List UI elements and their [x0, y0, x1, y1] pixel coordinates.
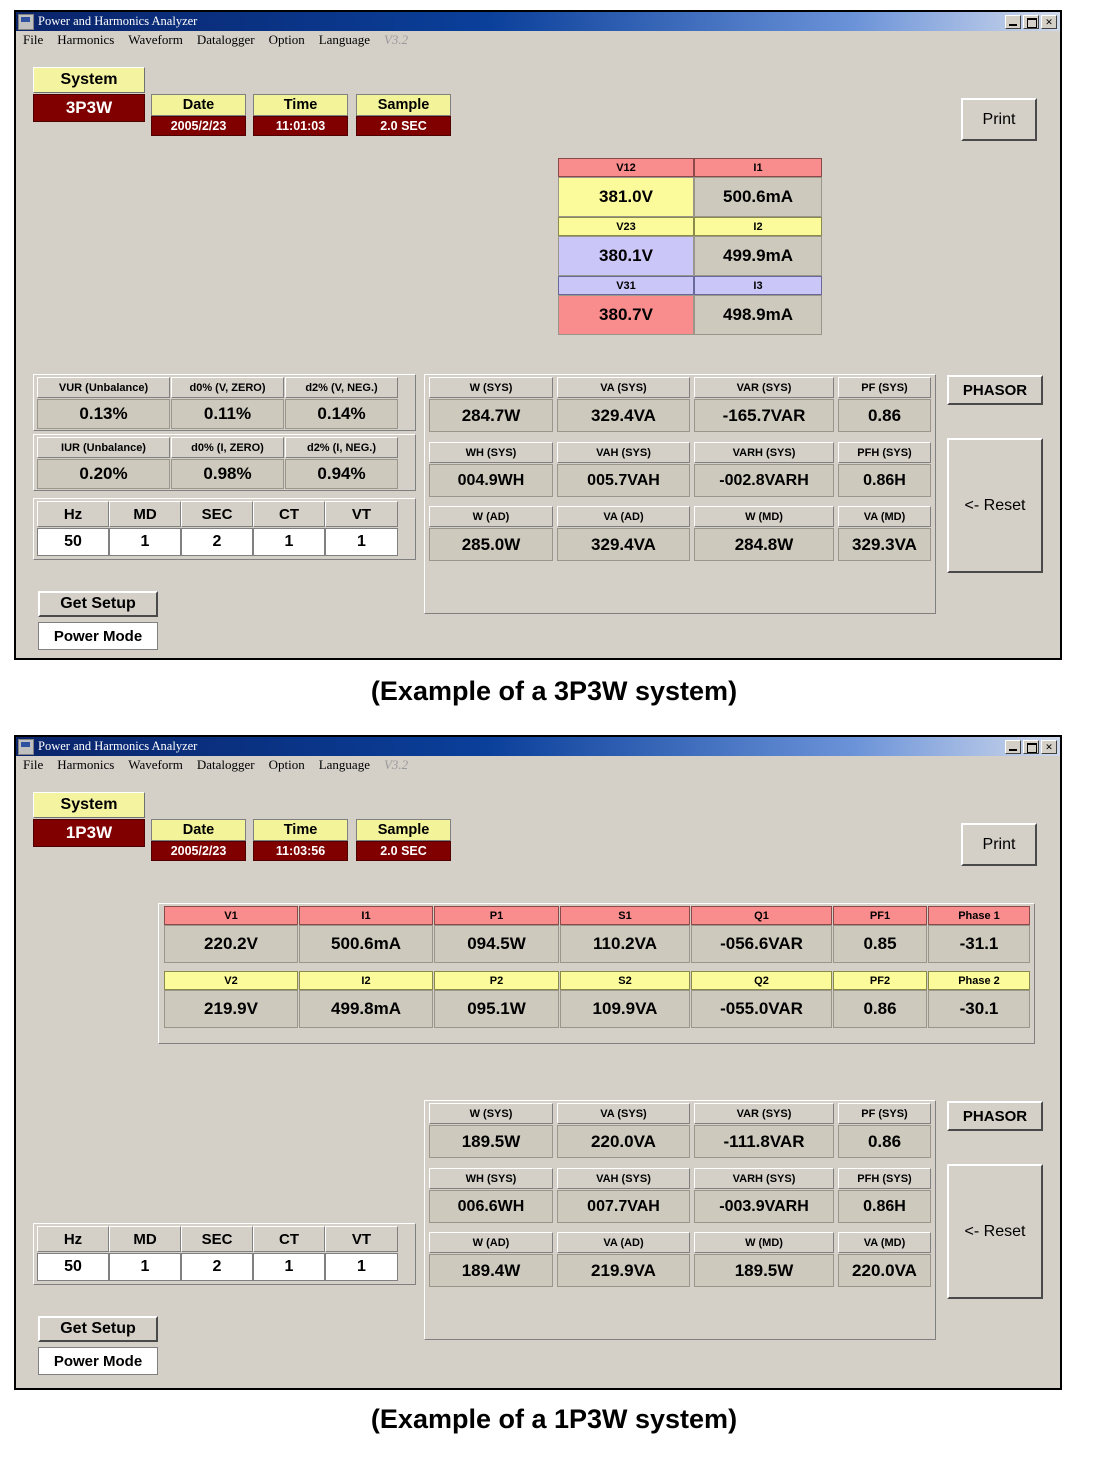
v23-value: 380.1V	[558, 236, 694, 276]
p1-header: P1	[434, 906, 559, 925]
va-md-header: VA (MD)	[838, 506, 931, 527]
v2-header: V2	[164, 971, 298, 990]
reset-button[interactable]: <- Reset	[947, 1164, 1043, 1299]
system-mode-value: 3P3W	[33, 94, 145, 122]
va-md-value: 220.0VA	[838, 1254, 931, 1287]
close-button[interactable]: ✕	[1041, 15, 1057, 29]
varh-sys-value: -002.8VARH	[694, 464, 834, 497]
s1-value: 110.2VA	[560, 925, 690, 963]
print-button[interactable]: Print	[961, 823, 1037, 866]
client-area-3p3w	[16, 50, 1060, 658]
menu-item-datalogger[interactable]: Datalogger	[196, 757, 255, 772]
i2-header: I2	[299, 971, 433, 990]
maximize-button[interactable]	[1023, 740, 1039, 754]
menu-item-option[interactable]: Option	[268, 757, 305, 772]
varh-sys-value: -003.9VARH	[694, 1190, 834, 1223]
date-label: Date	[151, 94, 246, 116]
menu-item-option[interactable]: Option	[268, 32, 305, 47]
menu-item-harmonics[interactable]: Harmonics	[57, 32, 115, 47]
d0i-header: d0% (I, ZERO)	[171, 437, 284, 458]
va-sys-header: VA (SYS)	[557, 377, 690, 398]
pf1-value: 0.85	[833, 925, 927, 963]
print-button[interactable]: Print	[961, 98, 1037, 141]
vah-sys-header: VAH (SYS)	[557, 442, 690, 463]
va-md-value: 329.3VA	[838, 528, 931, 561]
power-mode-field: Power Mode	[38, 1347, 158, 1375]
menu-item-waveform[interactable]: Waveform	[128, 757, 183, 772]
v31-value: 380.7V	[558, 295, 694, 335]
md-value[interactable]: 1	[109, 528, 181, 556]
sample-label: Sample	[356, 94, 451, 116]
q1-header: Q1	[691, 906, 832, 925]
d2i-header: d2% (I, NEG.)	[285, 437, 398, 458]
hz-value[interactable]: 50	[37, 1253, 109, 1281]
maximize-button[interactable]	[1023, 15, 1039, 29]
vah-sys-header: VAH (SYS)	[557, 1168, 690, 1189]
ct-value[interactable]: 1	[253, 1253, 325, 1281]
va-sys-value: 220.0VA	[557, 1125, 690, 1158]
pf-sys-header: PF (SYS)	[838, 377, 931, 398]
va-ad-header: VA (AD)	[557, 1232, 690, 1253]
window-title: Power and Harmonics Analyzer	[38, 14, 198, 28]
d0i-value: 0.98%	[171, 459, 284, 489]
phase2-header: Phase 2	[928, 971, 1030, 990]
i2-value: 499.9mA	[694, 236, 822, 276]
v1-value: 220.2V	[164, 925, 298, 963]
system-label: System	[33, 792, 145, 818]
vt-header: VT	[325, 1226, 398, 1252]
v23-header: V23	[558, 217, 694, 236]
d2i-value: 0.94%	[285, 459, 398, 489]
time-label: Time	[253, 819, 348, 841]
vah-sys-value: 007.7VAH	[557, 1190, 690, 1223]
date-value: 2005/2/23	[151, 116, 246, 136]
sec-header: SEC	[181, 1226, 253, 1252]
w-ad-value: 285.0W	[429, 528, 553, 561]
s1-header: S1	[560, 906, 690, 925]
sample-label: Sample	[356, 819, 451, 841]
w-md-header: W (MD)	[694, 1232, 834, 1253]
q1-value: -056.6VAR	[691, 925, 832, 963]
caption-top: (Example of a 3P3W system)	[370, 676, 738, 706]
menu-item-file[interactable]: File	[23, 32, 44, 47]
titlebar-3p3w	[16, 12, 1060, 31]
va-ad-header: VA (AD)	[557, 506, 690, 527]
hz-header: Hz	[37, 501, 109, 527]
w-ad-value: 189.4W	[429, 1254, 553, 1287]
pf-sys-header: PF (SYS)	[838, 1103, 931, 1124]
window-1p3w	[14, 735, 1062, 1390]
md-value[interactable]: 1	[109, 1253, 181, 1281]
version-label: V3.2	[383, 32, 409, 47]
w-ad-header: W (AD)	[429, 506, 553, 527]
wh-sys-header: WH (SYS)	[429, 1168, 553, 1189]
date-value: 2005/2/23	[151, 841, 246, 861]
sec-header: SEC	[181, 501, 253, 527]
i3-header: I3	[694, 276, 822, 295]
p1-value: 094.5W	[434, 925, 559, 963]
var-sys-value: -165.7VAR	[694, 399, 834, 432]
d2v-value: 0.14%	[285, 399, 398, 429]
pfh-sys-value: 0.86H	[838, 1190, 931, 1223]
i2-value: 499.8mA	[299, 990, 433, 1028]
v1-header: V1	[164, 906, 298, 925]
v2-value: 219.9V	[164, 990, 298, 1028]
pf2-value: 0.86	[833, 990, 927, 1028]
system-label: System	[33, 67, 145, 93]
sec-value[interactable]: 2	[181, 1253, 253, 1281]
pf2-header: PF2	[833, 971, 927, 990]
var-sys-header: VAR (SYS)	[694, 377, 834, 398]
vt-value[interactable]: 1	[325, 1253, 398, 1281]
app-icon	[18, 14, 34, 30]
q2-header: Q2	[691, 971, 832, 990]
var-sys-value: -111.8VAR	[694, 1125, 834, 1158]
iur-header: IUR (Unbalance)	[37, 437, 170, 458]
phasor-button[interactable]: PHASOR	[947, 375, 1043, 405]
wh-sys-value: 004.9WH	[429, 464, 553, 497]
time-value: 11:03:56	[253, 841, 348, 861]
pfh-sys-value: 0.86H	[838, 464, 931, 497]
menu-item-language[interactable]: Language	[318, 32, 370, 47]
close-button[interactable]: ✕	[1041, 740, 1057, 754]
q2-value: -055.0VAR	[691, 990, 832, 1028]
ct-header: CT	[253, 501, 325, 527]
phase1-header: Phase 1	[928, 906, 1030, 925]
ct-header: CT	[253, 1226, 325, 1252]
d0v-header: d0% (V, ZERO)	[171, 377, 284, 398]
varh-sys-header: VARH (SYS)	[694, 442, 834, 463]
hz-header: Hz	[37, 1226, 109, 1252]
system-mode-value: 1P3W	[33, 819, 145, 847]
window-controls	[1005, 740, 1058, 754]
client-area-1p3w	[16, 775, 1060, 1388]
w-sys-header: W (SYS)	[429, 1103, 553, 1124]
minimize-button[interactable]	[1005, 15, 1021, 29]
version-label: V3.2	[383, 757, 409, 772]
time-label: Time	[253, 94, 348, 116]
va-md-header: VA (MD)	[838, 1232, 931, 1253]
pfh-sys-header: PFH (SYS)	[838, 1168, 931, 1189]
wh-sys-value: 006.6WH	[429, 1190, 553, 1223]
i1-header: I1	[694, 158, 822, 177]
menu-item-language[interactable]: Language	[318, 757, 370, 772]
vt-header: VT	[325, 501, 398, 527]
power-mode-field: Power Mode	[38, 622, 158, 650]
window-3p3w	[14, 10, 1062, 660]
time-value: 11:01:03	[253, 116, 348, 136]
pf1-header: PF1	[833, 906, 927, 925]
va-sys-value: 329.4VA	[557, 399, 690, 432]
s2-header: S2	[560, 971, 690, 990]
w-md-value: 284.8W	[694, 528, 834, 561]
wh-sys-header: WH (SYS)	[429, 442, 553, 463]
iur-value: 0.20%	[37, 459, 170, 489]
w-sys-header: W (SYS)	[429, 377, 553, 398]
ct-value[interactable]: 1	[253, 528, 325, 556]
i1-value: 500.6mA	[694, 177, 822, 217]
vt-value[interactable]: 1	[325, 528, 398, 556]
get-setup-button[interactable]: Get Setup	[38, 591, 158, 617]
w-md-header: W (MD)	[694, 506, 834, 527]
sample-value: 2.0 SEC	[356, 116, 451, 136]
sample-value: 2.0 SEC	[356, 841, 451, 861]
phase1-value: -31.1	[928, 925, 1030, 963]
va-ad-value: 329.4VA	[557, 528, 690, 561]
va-ad-value: 219.9VA	[557, 1254, 690, 1287]
md-header: MD	[109, 501, 181, 527]
s2-value: 109.9VA	[560, 990, 690, 1028]
varh-sys-header: VARH (SYS)	[694, 1168, 834, 1189]
d0v-value: 0.11%	[171, 399, 284, 429]
p2-header: P2	[434, 971, 559, 990]
i2-header: I2	[694, 217, 822, 236]
i1-value: 500.6mA	[299, 925, 433, 963]
menubar-1p3w	[16, 756, 1060, 775]
hz-value[interactable]: 50	[37, 528, 109, 556]
v12-value: 381.0V	[558, 177, 694, 217]
w-md-value: 189.5W	[694, 1254, 834, 1287]
reset-button[interactable]: <- Reset	[947, 438, 1043, 573]
p2-value: 095.1W	[434, 990, 559, 1028]
v12-header: V12	[558, 158, 694, 177]
window-title: Power and Harmonics Analyzer	[38, 739, 198, 753]
i3-value: 498.9mA	[694, 295, 822, 335]
vur-header: VUR (Unbalance)	[37, 377, 170, 398]
i1-header: I1	[299, 906, 433, 925]
vah-sys-value: 005.7VAH	[557, 464, 690, 497]
caption-bottom: (Example of a 1P3W system)	[370, 1404, 738, 1434]
minimize-button[interactable]	[1005, 740, 1021, 754]
get-setup-button[interactable]: Get Setup	[38, 1316, 158, 1342]
d2v-header: d2% (V, NEG.)	[285, 377, 398, 398]
menu-item-harmonics[interactable]: Harmonics	[57, 757, 115, 772]
va-sys-header: VA (SYS)	[557, 1103, 690, 1124]
menu-item-waveform[interactable]: Waveform	[128, 32, 183, 47]
menu-item-datalogger[interactable]: Datalogger	[196, 32, 255, 47]
phase2-value: -30.1	[928, 990, 1030, 1028]
var-sys-header: VAR (SYS)	[694, 1103, 834, 1124]
vur-value: 0.13%	[37, 399, 170, 429]
pfh-sys-header: PFH (SYS)	[838, 442, 931, 463]
w-ad-header: W (AD)	[429, 1232, 553, 1253]
app-icon	[18, 739, 34, 755]
pf-sys-value: 0.86	[838, 1125, 931, 1158]
date-label: Date	[151, 819, 246, 841]
titlebar-1p3w	[16, 737, 1060, 756]
window-controls	[1005, 15, 1058, 29]
phasor-button[interactable]: PHASOR	[947, 1101, 1043, 1131]
pf-sys-value: 0.86	[838, 399, 931, 432]
w-sys-value: 189.5W	[429, 1125, 553, 1158]
sec-value[interactable]: 2	[181, 528, 253, 556]
menubar-3p3w	[16, 31, 1060, 50]
md-header: MD	[109, 1226, 181, 1252]
v31-header: V31	[558, 276, 694, 295]
w-sys-value: 284.7W	[429, 399, 553, 432]
menu-item-file[interactable]: File	[23, 757, 44, 772]
